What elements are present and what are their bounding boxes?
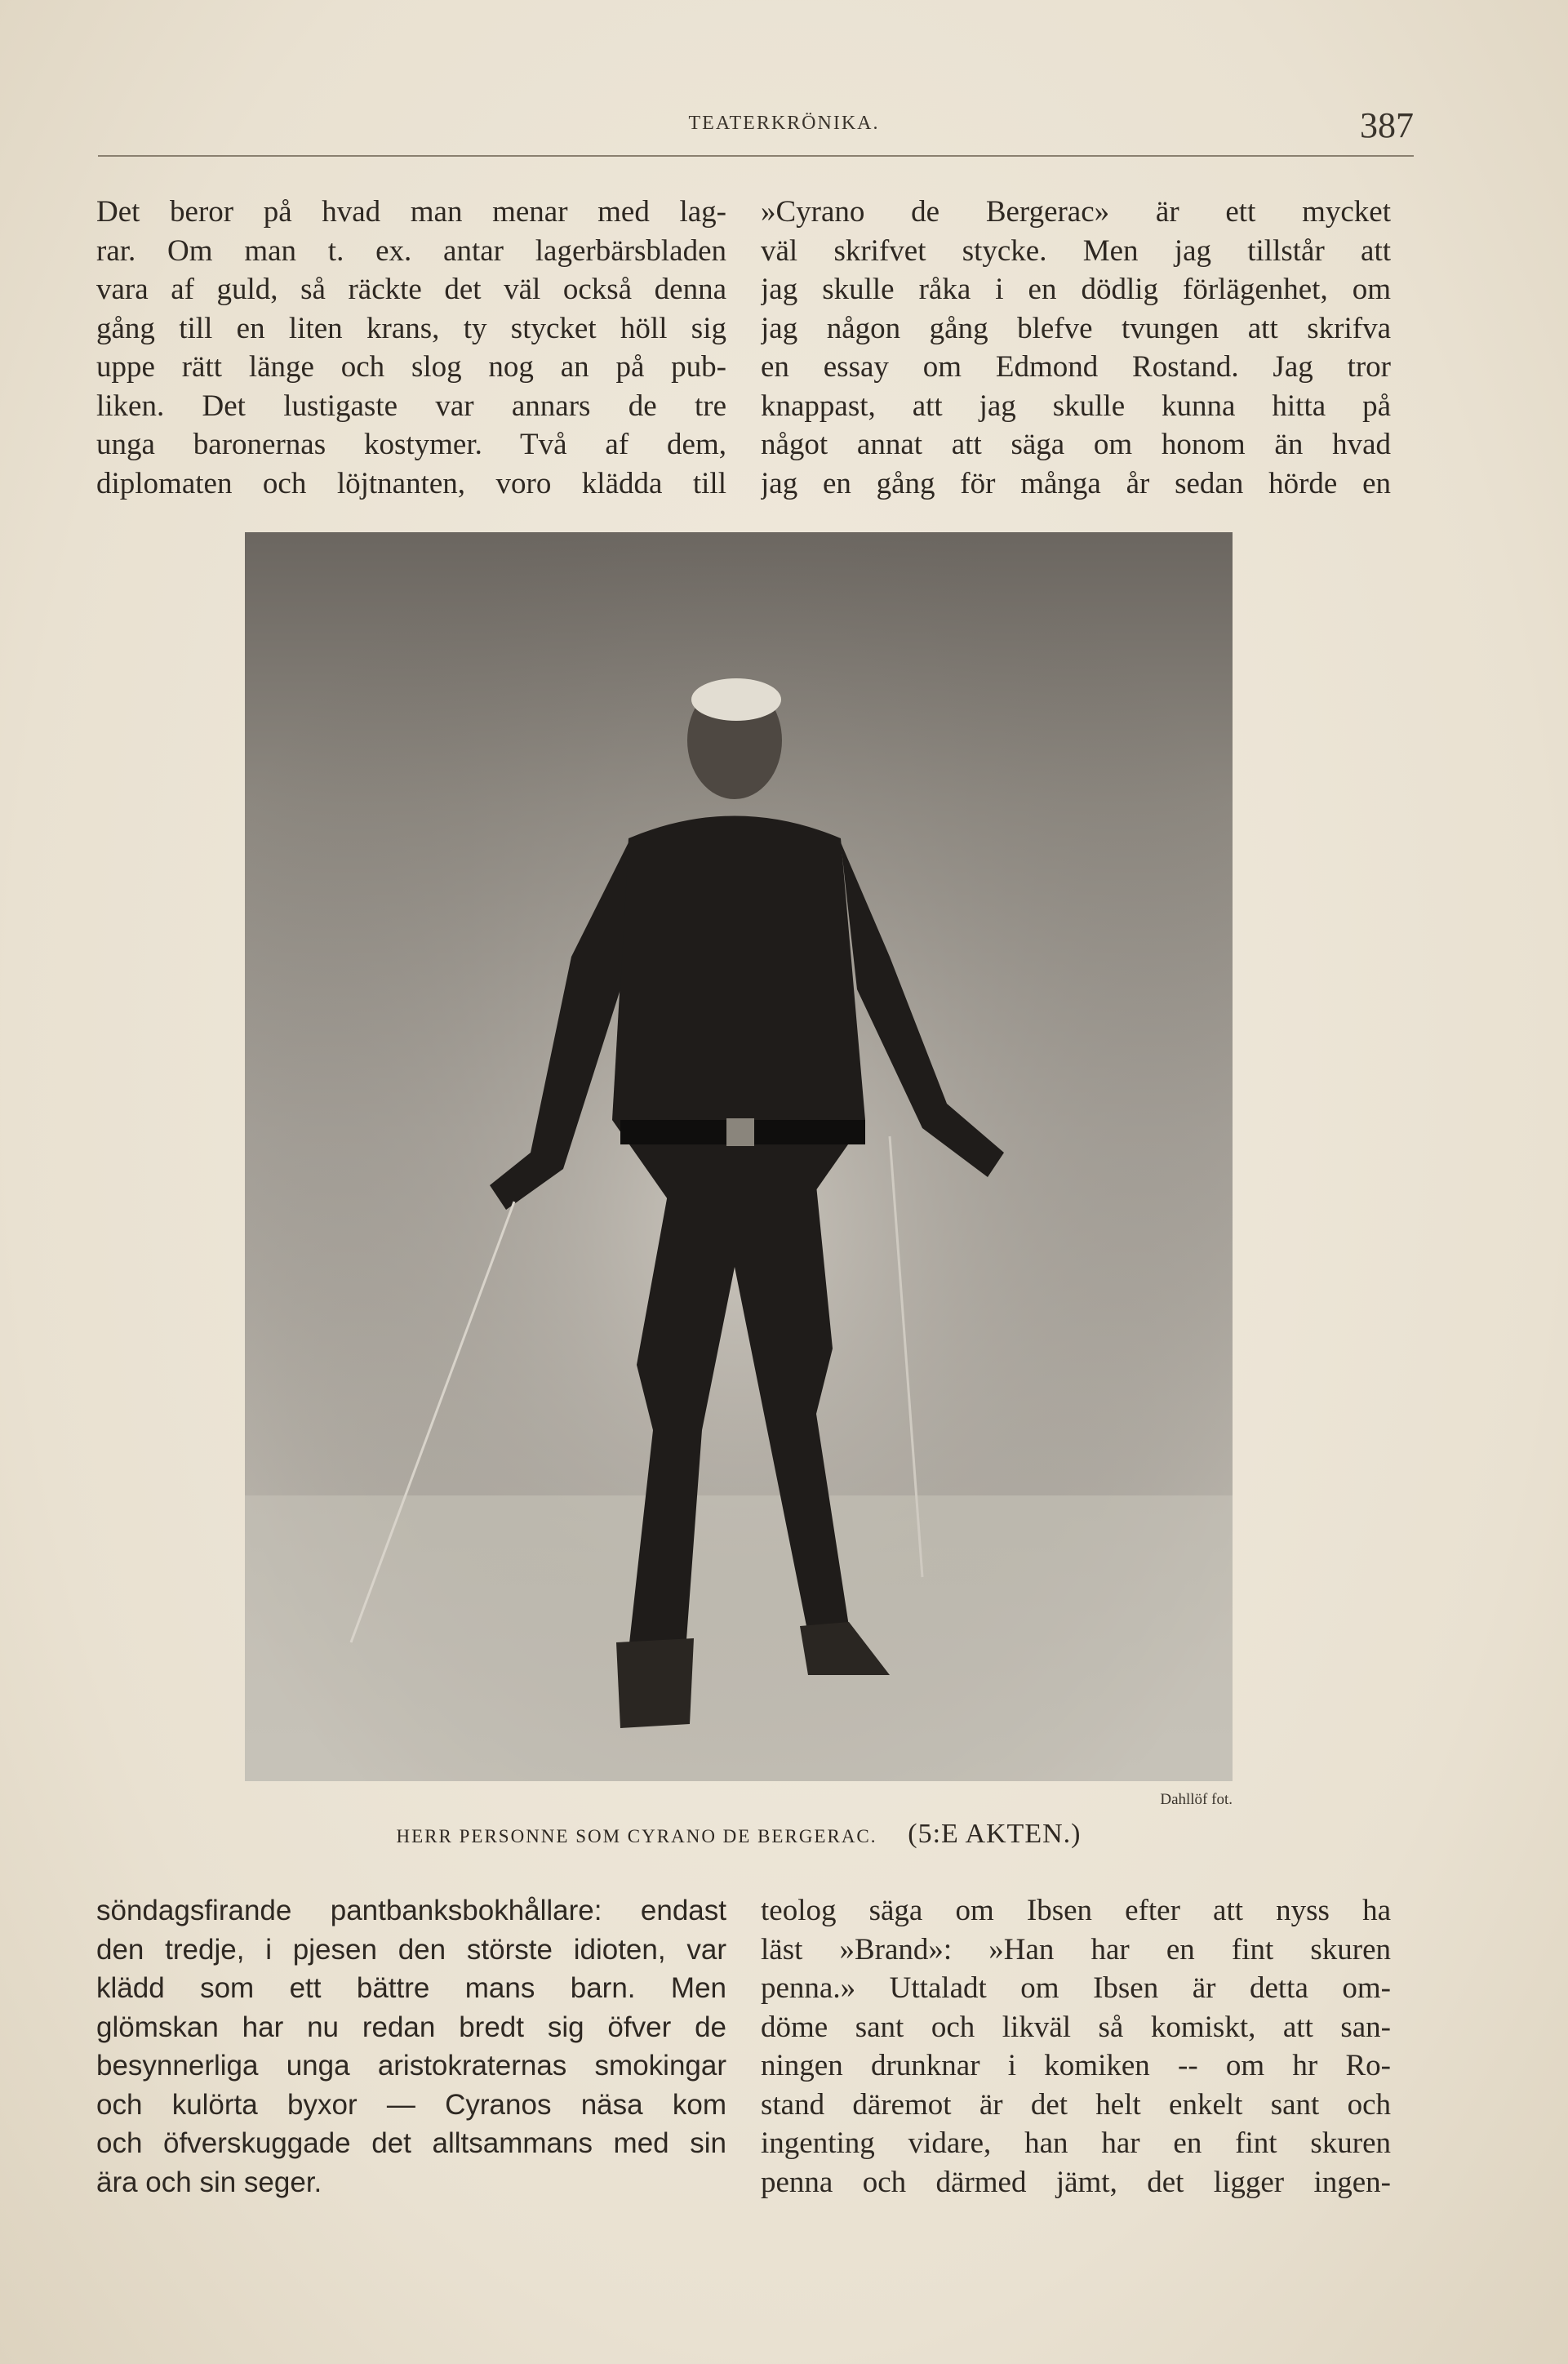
photograph-cyrano (245, 532, 1233, 1781)
text-line: klädd som ett bättre mans barn. Men (96, 1972, 726, 2004)
text-column-top-right (761, 193, 1391, 503)
text-column-bottom-right (761, 1891, 1391, 2202)
text-line: knappast, att jag skulle kunna hitta på (761, 389, 1391, 423)
text-line: och öfverskuggade det alltsammans med sin (96, 2127, 726, 2159)
caption-text: HERR PERSONNE SOM CYRANO DE BERGERAC. (396, 1826, 877, 1846)
text-line: väl skrifvet stycke. Men jag tillstår att (761, 233, 1391, 268)
text-line: penna.» Uttaladt om Ibsen är detta om- (761, 1971, 1391, 2005)
text-line: läst »Brand»: »Han har en fint skuren (761, 1932, 1391, 1966)
page-number: 387 (1360, 105, 1414, 145)
text-line: jag skulle råka i en dödlig förlägenhet, om (761, 273, 1391, 306)
text-line: ära och sin seger. (96, 2166, 322, 2198)
photograph-figure-drawing (245, 532, 1233, 1781)
text-line: diplomaten och löjtnanten, voro klädda till (96, 466, 726, 500)
text-column-bottom-left (96, 1891, 726, 2202)
text-line: söndagsfirande pantbanksbokhållare: endast (96, 1895, 726, 1926)
text-line: den tredje, i pjesen den störste idioten, var (96, 1933, 726, 1966)
text-line: något annat att säga om honom än hvad (761, 428, 1391, 461)
header-rule (98, 155, 1414, 157)
text-line: unga baronernas kostymer. Två af dem, (96, 428, 726, 461)
text-line: döme sant och likväl så komiskt, att san- (761, 2010, 1391, 2044)
text-line: rar. Om man t. ex. antar lagerbärsbladen (96, 233, 726, 268)
text-line: besynnerliga unga aristokraternas smokingar (96, 2050, 726, 2082)
text-line: penna och därmed jämt, det ligger ingen- (761, 2165, 1391, 2199)
photo-credit: Dahllöf fot. (1160, 1791, 1233, 1808)
text-line: jag någon gång blefve tvungen att skrifva (761, 311, 1391, 345)
running-title: TEATERKRÖNIKA. (688, 113, 880, 134)
text-line: en essay om Edmond Rostand. Jag tror (761, 350, 1391, 384)
figure-caption (245, 1819, 1233, 1850)
caption-act: (5:E AKTEN.) (908, 1819, 1082, 1849)
text-line: jag en gång för många år sedan hörde en (761, 466, 1391, 500)
text-line: ingenting vidare, han har en fint skuren (761, 2126, 1391, 2160)
text-column-top-left (96, 193, 726, 503)
text-line: gång till en liten krans, ty stycket höll sig (96, 311, 726, 345)
text-line: uppe rätt länge och slog nog an på pub- (96, 350, 726, 384)
text-line: »Cyrano de Bergerac» är ett mycket (761, 195, 1391, 229)
text-line: Det beror på hvad man menar med lag- (96, 195, 726, 229)
text-line: glömskan har nu redan bredt sig öfver de (96, 2011, 726, 2043)
text-line: teolog säga om Ibsen efter att nyss ha (761, 1894, 1391, 1927)
text-line: ningen drunknar i komiken -- om hr Ro- (761, 2049, 1391, 2082)
text-line: stand däremot är det helt enkelt sant och (761, 2087, 1391, 2122)
text-line: vara af guld, så räckte det väl också denna (96, 273, 726, 306)
text-line: liken. Det lustigaste var annars de tre (96, 389, 726, 423)
text-line: och kulörta byxor — Cyranos näsa kom (96, 2088, 726, 2121)
